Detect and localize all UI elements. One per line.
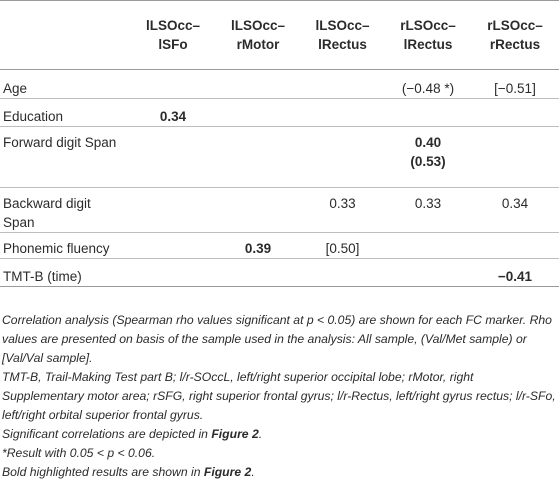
cell-value-sub: (0.53) (410, 154, 446, 169)
table-cell (130, 259, 216, 287)
header-line: lRectus (403, 37, 453, 52)
header-line: rRectus (489, 37, 541, 52)
table-cell (130, 70, 216, 99)
table-cell (385, 99, 471, 127)
header-line: rLSOcc– (400, 18, 456, 33)
footnote-text: . (251, 465, 255, 479)
row-label: Phonemic fluency (0, 233, 130, 259)
table-cell (130, 233, 216, 259)
table-cell: [0.50] (300, 233, 385, 259)
table-cell (130, 188, 216, 233)
table-header (0, 1, 559, 70)
cell-value: 0.40 (414, 135, 442, 150)
table-cell (216, 127, 300, 188)
footnote-text: . (258, 427, 263, 441)
row-label (0, 188, 130, 233)
header-line: rLSOcc– (487, 18, 543, 33)
footnote-text: Significant correlations are depicted in (2, 427, 212, 441)
row-label: Education (0, 99, 130, 127)
table-cell (216, 188, 300, 233)
figure-2-link[interactable]: Figure 2 (203, 465, 252, 479)
table-cell (385, 259, 471, 287)
table-cell (471, 99, 559, 127)
table-cell (385, 233, 471, 259)
header-rlsocc-lrectus (385, 1, 471, 70)
table-cell: −0.41 (471, 259, 559, 287)
figure-2-link[interactable]: Figure 2 (211, 427, 259, 441)
table-cell (216, 70, 300, 99)
header-llsocc-lrectus (300, 1, 385, 70)
header-line: rMotor (236, 37, 280, 52)
header-line: lLSOcc– (145, 18, 201, 33)
header-row (0, 1, 559, 70)
header-llsocc-lsfo (130, 1, 216, 70)
footnote-correlation-analysis: Correlation analysis (Spearman rho values significant at p < 0.05) are shown for each FC marker. Rho values are presented on basis of the sample used in the analysis: All sample, (Val/Met sample) or [Val/Val sample]. (2, 313, 552, 365)
table-cell: 0.39 (216, 233, 300, 259)
footnote-abbreviations: TMT-B, Trail-Making Test part B; l/r-SOccL, left/right superior occipital lobe; rMotor, right Supplementary motor area; rSFG, right superior frontal gyrus; l/r-Rectus, left/right gyrus rectus; l/r-SFo, left/right orbital superior frontal gyrus. (2, 370, 556, 422)
table-cell: 0.33 (385, 188, 471, 233)
table-cell (471, 127, 559, 188)
row-label: Forward digit Span (0, 127, 130, 188)
header-rlsocc-rrectus (471, 1, 559, 70)
footnote-text: Bold highlighted results are shown in (2, 465, 204, 479)
header-empty-cell (0, 1, 130, 70)
footnote-asterisk: *Result with 0.05 < p < 0.06. (2, 446, 156, 460)
table-cell (471, 233, 559, 259)
table-row (0, 99, 559, 127)
table-cell (130, 127, 216, 188)
header-line: lLSOcc– (230, 18, 286, 33)
table-row (0, 233, 559, 259)
table-cell (300, 259, 385, 287)
table-row (0, 70, 559, 99)
table-cell (300, 99, 385, 127)
table-cell: 0.34 (130, 99, 216, 127)
table-cell: (−0.48 *) (385, 70, 471, 99)
table-footnotes (2, 311, 558, 482)
footnote-bold-results (2, 463, 558, 482)
header-line: lRectus (318, 37, 367, 52)
table-cell (216, 259, 300, 287)
row-label-line: Backward digit (3, 196, 91, 211)
table-body (0, 70, 559, 287)
row-label: Age (0, 70, 130, 99)
row-label-line: Span (3, 215, 35, 230)
row-label: TMT-B (time) (0, 259, 130, 287)
table-cell (385, 127, 471, 188)
table-cell (216, 99, 300, 127)
table-row (0, 259, 559, 287)
table-row (0, 127, 559, 188)
table-cell: 0.34 (471, 188, 559, 233)
header-llsocc-rmotor (216, 1, 300, 70)
footnote-significant-correlations (2, 425, 558, 444)
table-cell (300, 70, 385, 99)
header-line: lLSOcc– (315, 18, 370, 33)
header-line: lSFo (158, 37, 188, 52)
table-cell: [−0.51] (471, 70, 559, 99)
table-row (0, 188, 559, 233)
table-cell: 0.33 (300, 188, 385, 233)
table-cell (300, 127, 385, 188)
